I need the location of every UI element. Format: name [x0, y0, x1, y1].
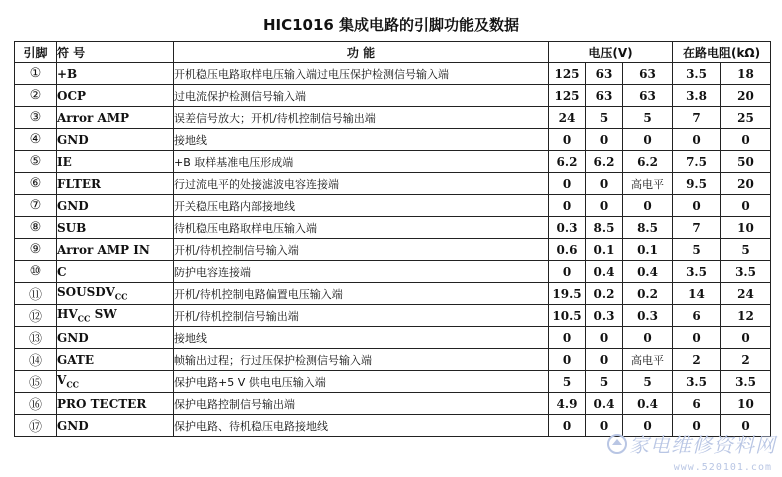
voltage-value: 0.2	[623, 283, 673, 305]
pin-function: 保护电路+5 V 供电电压输入端	[174, 371, 549, 393]
pin-symbol-text: GATE	[57, 352, 94, 367]
resistance-value: 0	[673, 415, 721, 437]
watermark-url: www.520101.com	[673, 462, 772, 473]
resistance-value: 0	[673, 195, 721, 217]
voltage-value: 0.4	[586, 393, 623, 415]
voltage-value: 0	[623, 129, 673, 151]
table-row	[15, 217, 771, 239]
pin-symbol	[57, 371, 174, 393]
pin-function: 防护电容连接端	[174, 261, 549, 283]
resistance-value: 5	[721, 239, 771, 261]
table-row	[15, 239, 771, 261]
resistance-value: 7.5	[673, 151, 721, 173]
pin-number: ⑫	[15, 305, 57, 327]
pin-function: 误差信号放大；开机/待机控制信号输出端	[174, 107, 549, 129]
voltage-value: 高电平	[623, 349, 673, 371]
voltage-value: 0.3	[549, 217, 586, 239]
pin-number: ⑧	[15, 217, 57, 239]
resistance-value: 5	[673, 239, 721, 261]
pin-number: ②	[15, 85, 57, 107]
voltage-value: 6.2	[623, 151, 673, 173]
resistance-value: 7	[673, 107, 721, 129]
table-row	[15, 261, 771, 283]
pin-function: 接地线	[174, 129, 549, 151]
table-row	[15, 85, 771, 107]
pin-symbol	[57, 217, 174, 239]
resistance-value: 10	[721, 217, 771, 239]
pin-function: 过电流保护检测信号输入端	[174, 85, 549, 107]
pin-symbol	[57, 195, 174, 217]
resistance-value: 0	[721, 415, 771, 437]
resistance-value: 14	[673, 283, 721, 305]
pin-number: ⑥	[15, 173, 57, 195]
pin-function: 开关稳压电路内部接地线	[174, 195, 549, 217]
voltage-value: 0	[549, 349, 586, 371]
voltage-value: 5	[623, 107, 673, 129]
pin-number: ⑰	[15, 415, 57, 437]
resistance-value: 24	[721, 283, 771, 305]
resistance-value: 20	[721, 85, 771, 107]
voltage-value: 5	[623, 371, 673, 393]
pin-function: 开机稳压电路取样电压输入端过电压保护检测信号输入端	[174, 63, 549, 85]
resistance-value: 0	[721, 195, 771, 217]
voltage-value: 0.2	[586, 283, 623, 305]
pin-symbol-subscript: CC	[114, 291, 128, 302]
pin-number: ⑨	[15, 239, 57, 261]
pin-symbol-text: IE	[57, 154, 72, 169]
resistance-value: 6	[673, 305, 721, 327]
table-row	[15, 349, 771, 371]
resistance-value: 0	[721, 129, 771, 151]
table-row	[15, 129, 771, 151]
table-row	[15, 151, 771, 173]
voltage-value: 0	[586, 349, 623, 371]
table-header-row	[15, 42, 771, 63]
voltage-value: 0	[549, 173, 586, 195]
table-row	[15, 195, 771, 217]
pin-number: ③	[15, 107, 57, 129]
pin-symbol	[57, 129, 174, 151]
pin-function: 接地线	[174, 327, 549, 349]
resistance-value: 18	[721, 63, 771, 85]
pin-symbol	[57, 173, 174, 195]
pin-number: ⑩	[15, 261, 57, 283]
voltage-value: 5	[549, 371, 586, 393]
voltage-value: 0	[549, 261, 586, 283]
voltage-value: 0	[586, 173, 623, 195]
voltage-value: 125	[549, 85, 586, 107]
pin-symbol-text: V	[57, 373, 67, 388]
voltage-value: 6.2	[586, 151, 623, 173]
voltage-value: 0.4	[623, 393, 673, 415]
voltage-value: 0.1	[623, 239, 673, 261]
pin-function: 保护电路控制信号输出端	[174, 393, 549, 415]
pin-symbol-text: GND	[57, 198, 89, 213]
table-row	[15, 305, 771, 327]
pin-symbol-text: +B	[57, 66, 78, 81]
pin-number: ⑬	[15, 327, 57, 349]
voltage-value: 6.2	[549, 151, 586, 173]
pin-function: 开机/待机控制信号输入端	[174, 239, 549, 261]
watermark-text: 家电维修资料网	[629, 433, 776, 457]
header-pin: 引脚	[15, 42, 57, 63]
pin-symbol	[57, 327, 174, 349]
resistance-value: 3.5	[721, 261, 771, 283]
header-resistance: 在路电阻(kΩ)	[673, 42, 771, 63]
pin-symbol	[57, 415, 174, 437]
pin-symbol	[57, 349, 174, 371]
pin-symbol-text: GND	[57, 132, 89, 147]
resistance-value: 3.5	[721, 371, 771, 393]
table-row	[15, 393, 771, 415]
pin-function: +B 取样基准电压形成端	[174, 151, 549, 173]
pin-number: ⑪	[15, 283, 57, 305]
pin-symbol-subscript: CC	[77, 313, 91, 324]
resistance-value: 0	[673, 327, 721, 349]
watermark	[606, 429, 776, 473]
voltage-value: 0.6	[549, 239, 586, 261]
voltage-value: 4.9	[549, 393, 586, 415]
site-logo-icon	[606, 433, 628, 455]
voltage-value: 0	[549, 327, 586, 349]
table-row	[15, 107, 771, 129]
pin-number: ⑮	[15, 371, 57, 393]
pin-number: ④	[15, 129, 57, 151]
pin-symbol	[57, 239, 174, 261]
pin-symbol	[57, 305, 174, 327]
voltage-value: 0.4	[586, 261, 623, 283]
table-row	[15, 63, 771, 85]
voltage-value: 0	[549, 195, 586, 217]
pin-symbol-text: Arror AMP IN	[57, 242, 150, 257]
pin-symbol-subscript: CC	[66, 379, 80, 390]
pin-number: ⑭	[15, 349, 57, 371]
pin-symbol-text: PRO TECTER	[57, 396, 147, 411]
voltage-value: 63	[586, 63, 623, 85]
header-symbol: 符 号	[57, 42, 174, 63]
table-row	[15, 327, 771, 349]
pin-symbol	[57, 85, 174, 107]
voltage-value: 0.4	[623, 261, 673, 283]
pin-symbol	[57, 283, 174, 305]
voltage-value: 0.1	[586, 239, 623, 261]
pin-number: ⑯	[15, 393, 57, 415]
resistance-value: 3.5	[673, 63, 721, 85]
pin-function: 待机稳压电路取样电压输入端	[174, 217, 549, 239]
voltage-value: 24	[549, 107, 586, 129]
header-voltage: 电压(V)	[549, 42, 673, 63]
voltage-value: 0	[586, 327, 623, 349]
voltage-value: 0.3	[623, 305, 673, 327]
resistance-value: 3.5	[673, 371, 721, 393]
voltage-value: 5	[586, 371, 623, 393]
pin-function: 帧输出过程；行过压保护检测信号输入端	[174, 349, 549, 371]
resistance-value: 9.5	[673, 173, 721, 195]
resistance-value: 2	[721, 349, 771, 371]
table-row	[15, 283, 771, 305]
voltage-value: 0	[549, 129, 586, 151]
voltage-value: 0	[623, 327, 673, 349]
pin-symbol-text: OCP	[57, 88, 87, 103]
voltage-value: 8.5	[623, 217, 673, 239]
resistance-value: 0	[673, 129, 721, 151]
pin-data-table	[14, 41, 771, 437]
voltage-value: 0	[623, 195, 673, 217]
voltage-value: 63	[623, 85, 673, 107]
voltage-value: 19.5	[549, 283, 586, 305]
pin-number: ⑤	[15, 151, 57, 173]
header-function: 功 能	[174, 42, 549, 63]
resistance-value: 12	[721, 305, 771, 327]
voltage-value: 0	[623, 415, 673, 437]
pin-symbol-text: GND	[57, 418, 89, 433]
voltage-value: 0	[586, 195, 623, 217]
pin-number: ①	[15, 63, 57, 85]
pin-symbol	[57, 63, 174, 85]
pin-symbol-text: SOUSDV	[57, 285, 115, 300]
voltage-value: 0	[586, 129, 623, 151]
resistance-value: 6	[673, 393, 721, 415]
voltage-value: 0	[586, 415, 623, 437]
pin-symbol-text: FLTER	[57, 176, 102, 191]
voltage-value: 10.5	[549, 305, 586, 327]
voltage-value: 8.5	[586, 217, 623, 239]
pin-symbol-suffix: SW	[90, 307, 117, 322]
table-row	[15, 371, 771, 393]
pin-symbol	[57, 151, 174, 173]
pin-symbol-text: Arror AMP	[57, 110, 130, 125]
resistance-value: 3.8	[673, 85, 721, 107]
voltage-value: 高电平	[623, 173, 673, 195]
pin-function: 保护电路、待机稳压电路接地线	[174, 415, 549, 437]
voltage-value: 125	[549, 63, 586, 85]
table-row	[15, 173, 771, 195]
pin-symbol-text: GND	[57, 330, 89, 345]
pin-symbol	[57, 107, 174, 129]
voltage-value: 0.3	[586, 305, 623, 327]
pin-symbol-text: C	[57, 264, 67, 279]
voltage-value: 5	[586, 107, 623, 129]
pin-function: 开机/待机控制信号输出端	[174, 305, 549, 327]
pin-symbol	[57, 393, 174, 415]
resistance-value: 50	[721, 151, 771, 173]
pin-function: 行过流电平的处接滤波电容连接端	[174, 173, 549, 195]
resistance-value: 7	[673, 217, 721, 239]
pin-symbol-text: SUB	[57, 220, 87, 235]
pin-symbol-text: HV	[57, 307, 78, 322]
voltage-value: 63	[586, 85, 623, 107]
resistance-value: 2	[673, 349, 721, 371]
voltage-value: 63	[623, 63, 673, 85]
resistance-value: 3.5	[673, 261, 721, 283]
resistance-value: 10	[721, 393, 771, 415]
voltage-value: 0	[549, 415, 586, 437]
resistance-value: 25	[721, 107, 771, 129]
resistance-value: 0	[721, 327, 771, 349]
pin-function: 开机/待机控制电路偏置电压输入端	[174, 283, 549, 305]
page-title: HIC1016 集成电路的引脚功能及数据	[262, 16, 520, 34]
pin-symbol	[57, 261, 174, 283]
pin-number: ⑦	[15, 195, 57, 217]
resistance-value: 20	[721, 173, 771, 195]
